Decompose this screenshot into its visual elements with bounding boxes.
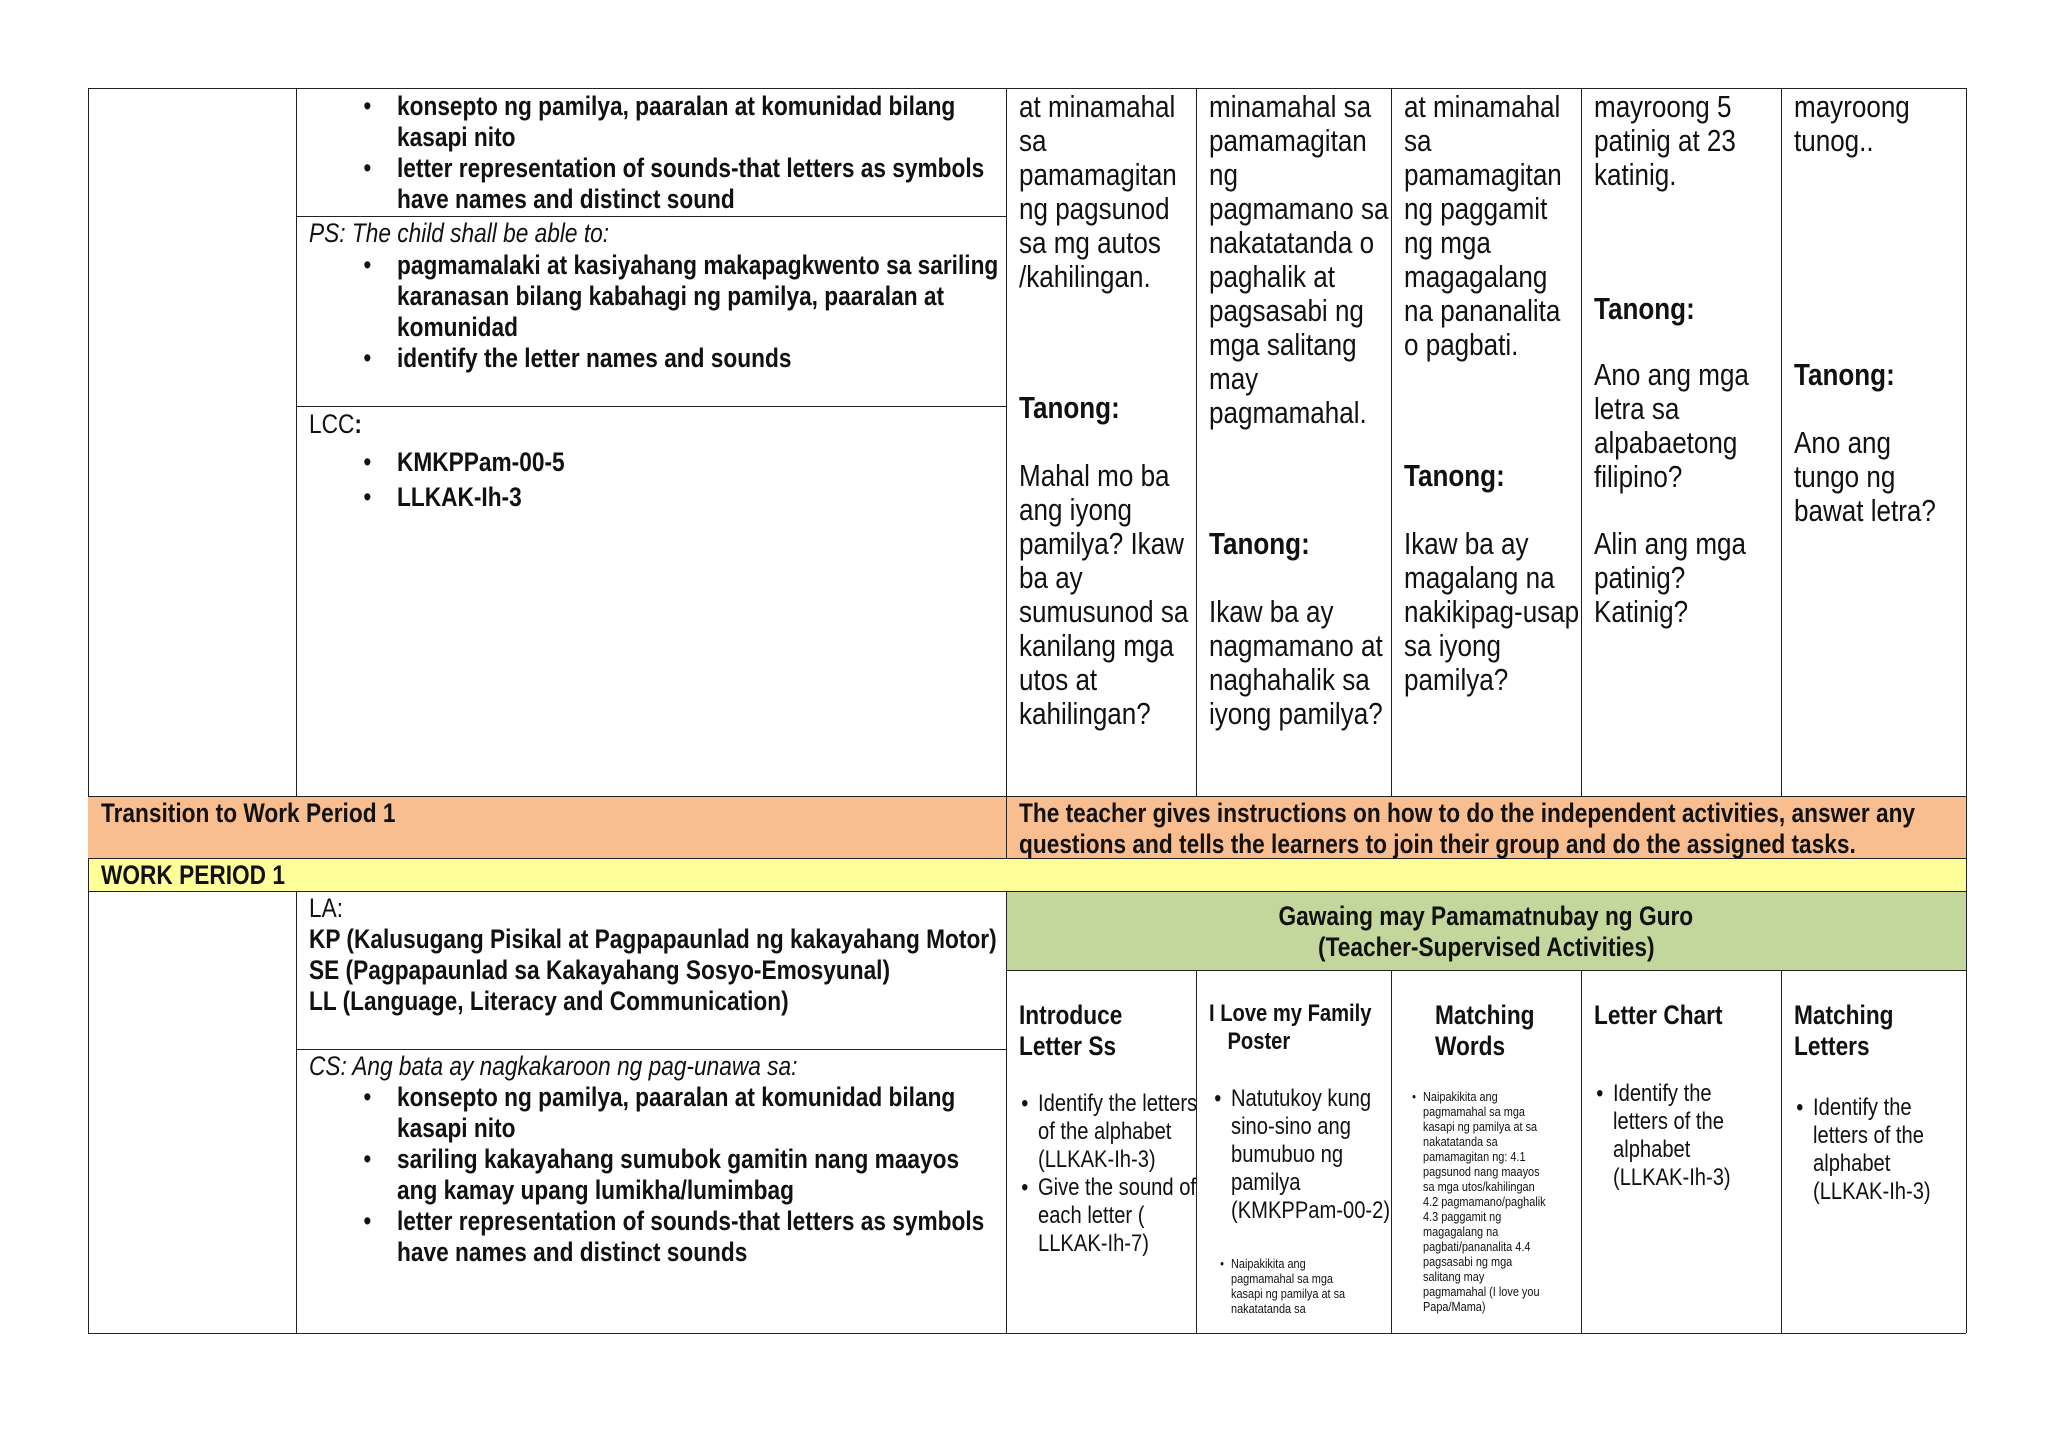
objective-item: • konsepto ng pamilya, paaralan at komunidad bilang kasapi nito	[397, 91, 1002, 153]
col1-tanong: Tanong:	[1019, 390, 1120, 425]
act2-list	[1231, 1085, 1391, 1225]
cs-list	[397, 1082, 1002, 1268]
col2-question: Ikaw ba ay nagmamano at naghahalik sa iyong pamilya?	[1209, 594, 1383, 731]
act3-title: Matching Words	[1435, 1000, 1535, 1061]
act1-list	[1038, 1090, 1198, 1258]
la-item: SE (Pagpapaunlad sa Kakayahang Sosyo-Emosyunal)	[309, 955, 891, 985]
transition-text: The teacher gives instructions on how to do the independent activities, answer any questions and tells the learners to join their group and do the assigned tasks.	[1019, 798, 1916, 859]
act5-title: Matching Letters	[1794, 1000, 1894, 1061]
act5-item: • Identify the letters of the alphabet (LLKAK-Ih-3)	[1813, 1094, 1956, 1206]
act1-item: • Identify the letters of the alphabet (LLKAK-Ih-3)	[1038, 1090, 1198, 1174]
row-divider	[88, 891, 1966, 892]
act5-list	[1813, 1094, 1956, 1206]
table-border-right	[1966, 88, 1967, 1333]
col4-question: Alin ang mga patinig? Katinig?	[1594, 526, 1747, 629]
column-divider	[296, 88, 297, 796]
act4-title: Letter Chart	[1594, 1000, 1723, 1030]
col4-question: Ano ang mga letra sa alpabaetong filipino?	[1594, 357, 1749, 494]
cs-item: • konsepto ng pamilya, paaralan at komunidad bilang kasapi nito	[397, 1082, 1002, 1144]
la-list	[309, 924, 1015, 1017]
supervised-title: Gawaing may Pamamatnubay ng Guro	[1278, 901, 1694, 931]
col4-text: mayroong 5 patinig at 23 katinig.	[1594, 89, 1736, 192]
lcc-item: • LLKAK-Ih-3	[397, 480, 733, 515]
la-label: LA:	[309, 893, 344, 923]
cs-item: • letter representation of sounds-that letters as symbols have names and distinct sounds	[397, 1206, 1002, 1268]
column-divider	[1581, 88, 1582, 796]
column-divider	[1781, 970, 1782, 1333]
act1-item: • Give the sound of each letter ( LLKAK-Ih-7)	[1038, 1174, 1198, 1258]
col2-tanong: Tanong:	[1209, 526, 1310, 561]
table-border-left	[88, 88, 89, 796]
act4-item: • Identify the letters of the alphabet (LLKAK-Ih-3)	[1613, 1080, 1756, 1192]
column-divider	[1391, 88, 1392, 796]
cs-item: • sariling kakayahang sumubok gamitin nang maayos ang kamay upang lumikha/lumimbag	[397, 1144, 1002, 1206]
column-divider	[1781, 88, 1782, 796]
col1-text: at minamahal sa pamamagitan ng pagsunod sa mg autos /kahilingan.	[1019, 89, 1177, 294]
work-period-label: WORK PERIOD 1	[101, 860, 285, 890]
column-divider	[1006, 88, 1007, 858]
ps-item: • identify the letter names and sounds	[397, 343, 1002, 374]
act2-title: I Love my Family Poster	[1209, 1000, 1372, 1055]
la-item: LL (Language, Literacy and Communication)	[309, 986, 789, 1016]
col2-text: minamahal sa pamamagitan ng pagmamano sa nakatatanda o paghalik at pagsasabi ng mga salitang may pagmamahal.	[1209, 89, 1389, 430]
row-divider	[88, 796, 1966, 797]
column-divider	[1581, 970, 1582, 1333]
act1-title: Introduce Letter Ss	[1019, 1000, 1123, 1061]
act2-small-note: • Naipakikita ang pagmamahal sa mga kasapi ng pamilya at sa nakatatanda sa	[1231, 1256, 1353, 1316]
lcc-list	[397, 445, 733, 515]
transition-label: Transition to Work Period 1	[101, 798, 396, 828]
act2-item: • Natutukoy kung sino-sino ang bumubuo ng pamilya (KMKPPam-00-2)	[1231, 1085, 1391, 1225]
table-border-bottom	[88, 1333, 1966, 1334]
act4-list	[1613, 1080, 1756, 1192]
col5-text: mayroong tunog..	[1794, 89, 1910, 158]
col1-question: Mahal mo ba ang iyong pamilya? Ikaw ba ay sumusunod sa kanilang mga utos at kahilingan?	[1019, 458, 1189, 731]
lcc-item: • KMKPPam-00-5	[397, 445, 733, 480]
column-divider	[296, 891, 297, 1333]
act3-small-note: • Naipakikita ang pagmamahal sa mga kasapi ng pamilya at sa nakatatanda sa pamamagitan ng: 4.1 pagsunod nang maayos sa mga utos/kahilingan 4.2 pagmamano/paghalik 4.3 paggamit ng magagalang na pagbati/pananalita 4.4 pagsasabi ng mga salitang may pagmamahal (I love you Papa/Mama)	[1423, 1089, 1549, 1314]
col3-tanong: Tanong:	[1404, 458, 1505, 493]
la-item: KP (Kalusugang Pisikal at Pagpapaunlad ng kakayahang Motor)	[309, 924, 997, 954]
col5-question: Ano ang tungo ng bawat letra?	[1794, 425, 1936, 528]
ps-list	[397, 250, 1002, 374]
col3-question: Ikaw ba ay magalang na nakikipag-usap sa iyong pamilya?	[1404, 526, 1580, 697]
table-border-left	[88, 858, 89, 1333]
supervised-header	[1006, 901, 1966, 963]
cs-label: CS: Ang bata ay nagkakaroon ng pag-unawa sa:	[309, 1051, 798, 1081]
ps-label: PS: The child shall be able to:	[309, 218, 610, 248]
cell-divider	[296, 406, 1006, 407]
ps-item: • pagmamalaki at kasiyahang makapagkwento sa sariling karanasan bilang kabahagi ng pamilya, paaralan at komunidad	[397, 250, 1002, 343]
cell-divider	[1006, 970, 1966, 971]
column-divider	[1196, 88, 1197, 796]
lcc-label: LCC:	[309, 409, 362, 439]
objectives-list	[397, 91, 1002, 215]
supervised-subtitle: (Teacher-Supervised Activities)	[1317, 932, 1655, 962]
cell-divider	[296, 1049, 1006, 1050]
cell-divider	[296, 216, 1006, 217]
col4-tanong: Tanong:	[1594, 291, 1695, 326]
col3-text: at minamahal sa pamamagitan ng paggamit ng mga magagalang na pananalita o pagbati.	[1404, 89, 1562, 362]
objective-item: • letter representation of sounds-that letters as symbols have names and distinct sound	[397, 153, 1002, 215]
col5-tanong: Tanong:	[1794, 357, 1895, 392]
